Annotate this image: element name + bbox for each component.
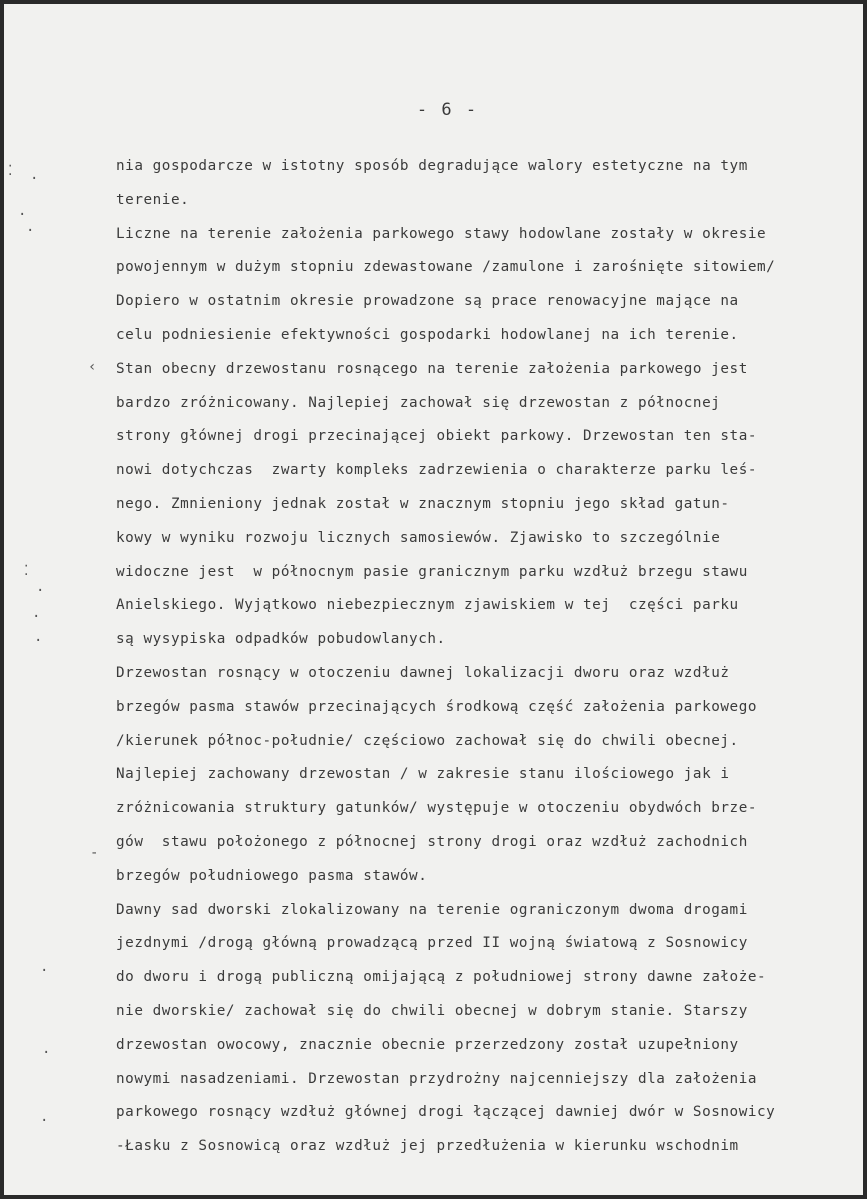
- text-line: Liczne na terenie założenia parkowego stawy hodowlane zostały w okresie: [116, 225, 767, 242]
- text-line: Najlepiej zachowany drzewostan / w zakresie stanu ilościowego jak i: [116, 766, 730, 783]
- text-line: zróżnicowania struktury gatunków/ występuje w otoczeniu obydwóch brze-: [116, 800, 758, 817]
- text-line: Drzewostan rosnący w otoczeniu dawnej lokalizacji dworu oraz wzdłuż: [116, 664, 730, 681]
- page-number: - 6 -: [416, 100, 479, 120]
- scan-mark: ·: [32, 609, 41, 625]
- text-line: parkowego rosnący wzdłuż głównej drogi łączącej dawniej dwór w Sosnowicy: [116, 1104, 776, 1121]
- text-line: Dawny sad dworski zlokalizowany na terenie ograniczonym dwoma drogami: [116, 901, 748, 918]
- scan-mark: ·: [34, 633, 43, 649]
- text-line: strony głównej drogi przecinającej obiekt parkowy. Drzewostan ten sta-: [116, 428, 758, 445]
- text-line: nowi dotychczas zwarty kompleks zadrzewienia o charakterze parku leś-: [116, 462, 758, 479]
- text-line: Stan obecny drzewostanu rosnącego na terenie założenia parkowego jest: [116, 360, 748, 377]
- text-line: celu podniesienie efektywności gospodarki hodowlanej na ich terenie.: [116, 326, 739, 343]
- scan-mark: ·: [40, 963, 49, 979]
- text-line: kowy w wyniku rozwoju licznych samosiewów. Zjawisko to szczególnie: [116, 529, 721, 546]
- text-line: Anielskiego. Wyjątkowo niebezpiecznym zjawiskiem w tej części parku: [116, 597, 739, 614]
- text-line: do dworu i drogą publiczną omijającą z południowej strony dawne założe-: [116, 969, 767, 986]
- text-line: są wysypiska odpadków pobudowlanych.: [116, 631, 446, 648]
- text-line: drzewostan owocowy, znacznie obecnie przerzedzony został uzupełniony: [116, 1036, 739, 1053]
- scan-mark: ‹: [88, 359, 97, 375]
- text-line: gów stawu położonego z północnej strony drogi oraz wzdłuż zachodnich: [116, 833, 748, 850]
- scan-mark: ·: [18, 207, 27, 223]
- scan-mark: -: [90, 845, 99, 861]
- text-line: terenie.: [116, 191, 190, 208]
- text-line: bardzo zróżnicowany. Najlepiej zachował się drzewostan z północnej: [116, 394, 721, 411]
- text-line: nowymi nasadzeniami. Drzewostan przydrożny najcenniejszy dla założenia: [116, 1070, 758, 1087]
- scan-mark: ·: [42, 1045, 51, 1061]
- scan-mark: ⁚: [8, 163, 13, 179]
- scan-mark: ·: [30, 171, 39, 187]
- text-line: brzegów pasma stawów przecinających środkową część założenia parkowego: [116, 698, 758, 715]
- text-line: nie dworskie/ zachował się do chwili obecnej w dobrym stanie. Starszy: [116, 1002, 748, 1019]
- text-line: powojennym w dużym stopniu zdewastowane /zamulone i zarośnięte sitowiem/: [116, 259, 776, 276]
- text-line: -Łasku z Sosnowicą oraz wzdłuż jej przedłużenia w kierunku wschodnim: [116, 1138, 739, 1155]
- text-line: jezdnymi /drogą główną prowadzącą przed II wojną światową z Sosnowicy: [116, 935, 748, 952]
- text-line: brzegów południowego pasma stawów.: [116, 867, 428, 884]
- text-line: widoczne jest w północnym pasie granicznym parku wzdłuż brzegu stawu: [116, 563, 748, 580]
- scan-mark: ·: [40, 1113, 49, 1129]
- scan-mark: ·: [26, 223, 35, 239]
- text-line: Dopiero w ostatnim okresie prowadzone są prace renowacyjne mające na: [116, 293, 739, 310]
- text-line: nia gospodarcze w istotny sposób degradujące walory estetyczne na tym: [116, 158, 748, 174]
- text-line: nego. Zmnieniony jednak został w znacznym stopniu jego skład gatun-: [116, 495, 730, 512]
- text-line: /kierunek północ-południe/ częściowo zachował się do chwili obecnej.: [116, 732, 739, 749]
- body-text: [116, 150, 856, 1164]
- scan-mark: ·: [36, 583, 45, 599]
- scan-mark: ⁚: [24, 563, 29, 579]
- document-page: [4, 4, 863, 1195]
